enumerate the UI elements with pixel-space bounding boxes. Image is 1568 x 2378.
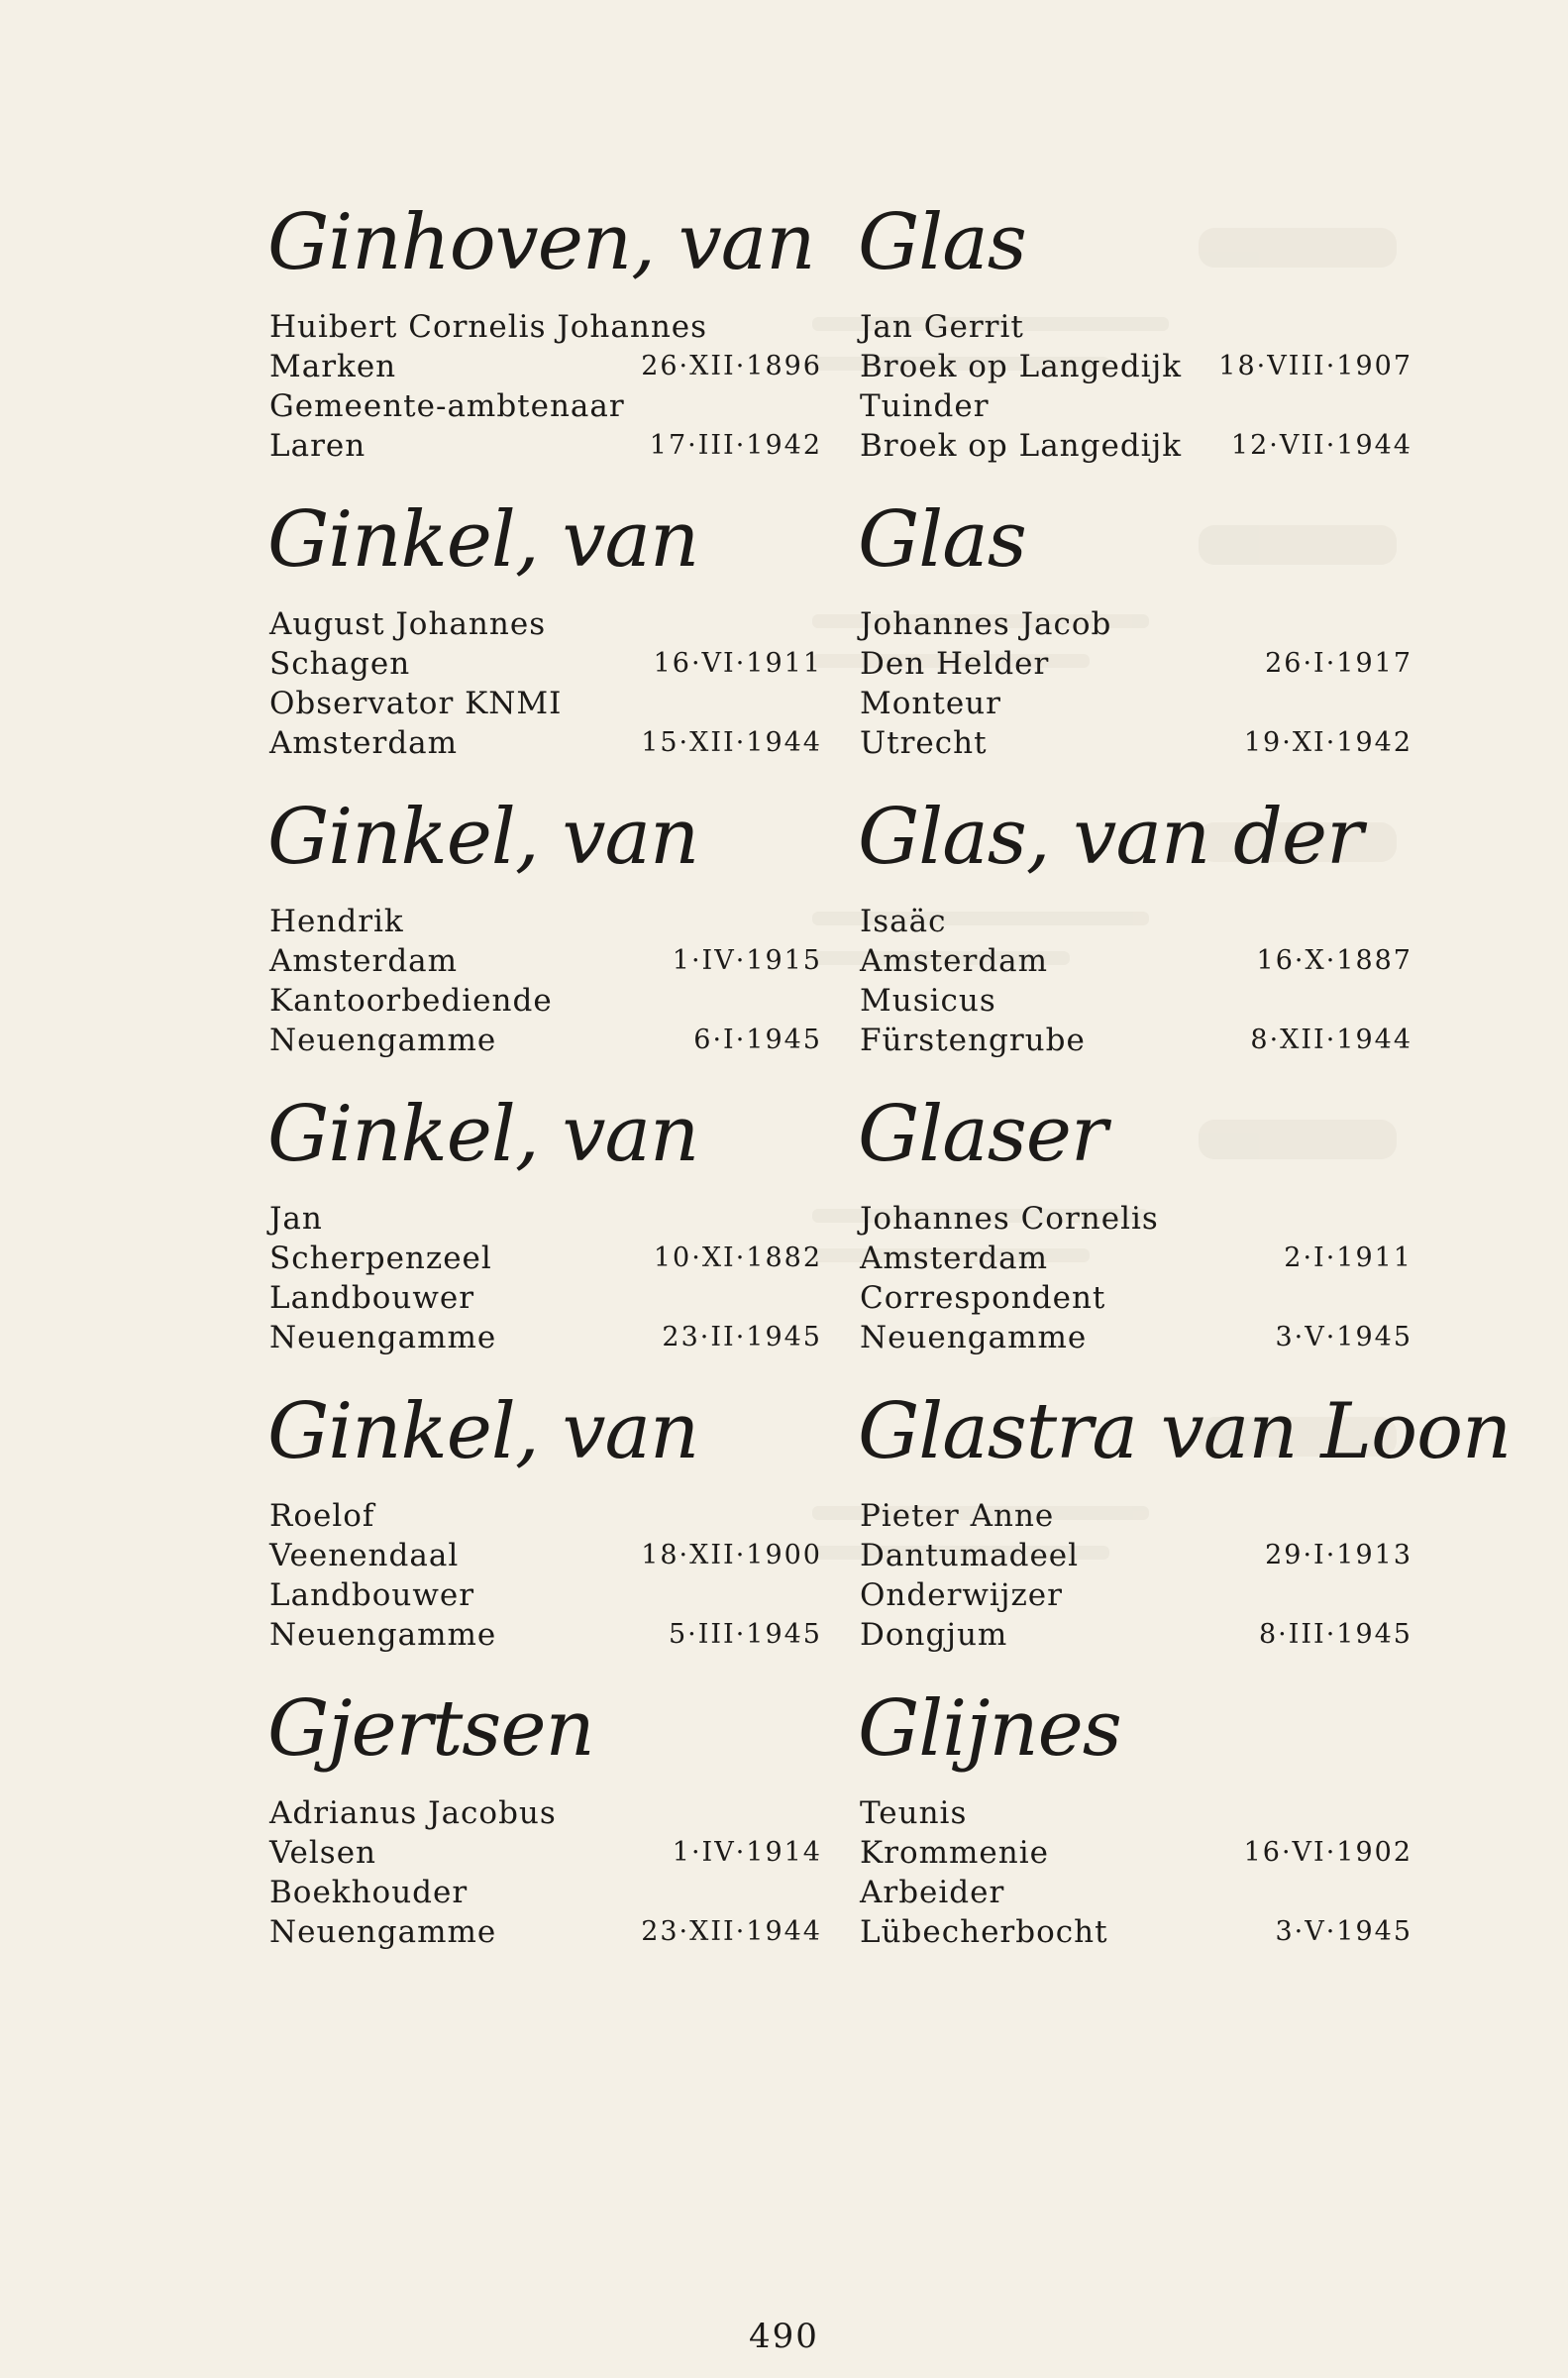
death-place: Neuengamme: [269, 1320, 497, 1355]
entry: [267, 495, 822, 763]
given-names-line: [267, 1199, 822, 1239]
given-names: August Johannes: [269, 606, 547, 642]
surname: Glas: [858, 495, 1026, 585]
occupation: Landbouwer: [269, 1280, 475, 1316]
given-names-line: [858, 604, 1412, 644]
given-names-line: [858, 1199, 1412, 1239]
birthplace: Amsterdam: [860, 943, 1049, 979]
birth-line: [858, 1833, 1412, 1873]
occupation-line: [267, 1873, 822, 1912]
occupation-line: [858, 1278, 1412, 1318]
birth-line: [858, 1239, 1412, 1278]
given-names: Jan Gerrit: [860, 309, 1024, 345]
birth-line: [267, 1833, 822, 1873]
birth-date: 10·XI·1882: [653, 1243, 822, 1273]
death-place: Neuengamme: [269, 1023, 497, 1058]
birth-line: [858, 1536, 1412, 1575]
occupation: Monteur: [860, 686, 1001, 721]
birth-line: [267, 347, 822, 386]
occupation: Boekhouder: [269, 1875, 469, 1910]
birthplace: Amsterdam: [860, 1241, 1049, 1276]
occupation: Gemeente-ambtenaar: [269, 388, 625, 424]
surname: Ginkel, van: [267, 1090, 699, 1179]
given-names-line: [267, 604, 822, 644]
birthplace: Broek op Langedijk: [860, 349, 1182, 384]
given-names: Hendrik: [269, 904, 404, 939]
given-names-line: [267, 902, 822, 941]
given-names-line: [858, 1793, 1412, 1833]
given-names: Isaäc: [860, 904, 947, 939]
birth-line: [858, 941, 1412, 981]
death-line: [267, 1615, 822, 1655]
death-date: 6·I·1945: [693, 1025, 822, 1055]
occupation-line: [858, 981, 1412, 1021]
birth-date: 29·I·1913: [1265, 1540, 1412, 1570]
death-line: [267, 723, 822, 763]
birthplace: Veenendaal: [269, 1538, 460, 1573]
birth-date: 1·IV·1915: [672, 945, 822, 976]
death-place: Fürstengrube: [860, 1023, 1086, 1058]
death-line: [267, 1318, 822, 1357]
occupation-line: [858, 1575, 1412, 1615]
birth-date: 16·VI·1911: [653, 648, 822, 679]
death-date: 3·V·1945: [1275, 1322, 1412, 1352]
occupation: Onderwijzer: [860, 1577, 1063, 1613]
surname: Ginkel, van: [267, 1387, 699, 1476]
entry: [858, 1387, 1512, 1655]
occupation-line: [858, 1873, 1412, 1912]
birthplace: Scherpenzeel: [269, 1241, 492, 1276]
death-line: [858, 1021, 1412, 1060]
death-line: [858, 1615, 1412, 1655]
death-date: 15·XII·1944: [641, 727, 822, 758]
death-date: 8·III·1945: [1258, 1619, 1412, 1650]
occupation-line: [267, 684, 822, 723]
entry: [858, 793, 1412, 1060]
death-place: Neuengamme: [860, 1320, 1088, 1355]
birth-date: 16·VI·1902: [1243, 1837, 1412, 1868]
given-names-line: [267, 1793, 822, 1833]
given-names: Jan: [269, 1201, 323, 1237]
death-line: [858, 426, 1412, 466]
death-place: Lübecherbocht: [860, 1914, 1108, 1950]
death-line: [858, 723, 1412, 763]
occupation: Kantoorbediende: [269, 983, 553, 1019]
entry: [858, 495, 1412, 763]
birthplace: Marken: [269, 349, 397, 384]
occupation-line: [858, 684, 1412, 723]
surname: Glas: [858, 198, 1026, 287]
death-line: [267, 1912, 822, 1952]
birthplace: Schagen: [269, 646, 411, 682]
occupation: Arbeider: [860, 1875, 1005, 1910]
given-names: Roelof: [269, 1498, 375, 1534]
death-place: Utrecht: [860, 725, 988, 761]
entry: [267, 1387, 822, 1655]
death-place: Dongjum: [860, 1617, 1008, 1653]
birthplace: Amsterdam: [269, 943, 459, 979]
death-date: 8·XII·1944: [1250, 1025, 1412, 1055]
given-names-line: [267, 307, 822, 347]
surname: Glijnes: [858, 1684, 1121, 1774]
birth-line: [858, 347, 1412, 386]
surname: Ginhoven, van: [267, 198, 815, 287]
surname: Glaser: [858, 1090, 1107, 1179]
occupation-line: [267, 1575, 822, 1615]
death-line: [267, 426, 822, 466]
surname: Ginkel, van: [267, 495, 699, 585]
surname: Glas, van der: [858, 793, 1363, 882]
surname: Ginkel, van: [267, 793, 699, 882]
given-names-line: [858, 307, 1412, 347]
death-date: 17·III·1942: [649, 430, 822, 461]
death-place: Broek op Langedijk: [860, 428, 1182, 464]
birth-line: [267, 1536, 822, 1575]
birth-date: 1·IV·1914: [672, 1837, 822, 1868]
birthplace: Velsen: [269, 1835, 377, 1871]
given-names: Huibert Cornelis Johannes: [269, 309, 708, 345]
entry: [858, 198, 1412, 466]
birth-date: 18·XII·1900: [641, 1540, 822, 1570]
entry: [267, 1090, 822, 1357]
death-place: Neuengamme: [269, 1914, 497, 1950]
page-number: 490: [749, 2317, 819, 2356]
birth-date: 2·I·1911: [1284, 1243, 1412, 1273]
death-date: 3·V·1945: [1275, 1916, 1412, 1947]
birth-line: [267, 941, 822, 981]
death-line: [858, 1318, 1412, 1357]
surname: Glastra van Loon: [858, 1387, 1512, 1476]
given-names: Johannes Cornelis: [860, 1201, 1159, 1237]
occupation-line: [267, 981, 822, 1021]
occupation-line: [858, 386, 1412, 426]
birthplace: Krommenie: [860, 1835, 1050, 1871]
given-names: Teunis: [860, 1795, 968, 1831]
occupation: Correspondent: [860, 1280, 1106, 1316]
death-place: Neuengamme: [269, 1617, 497, 1653]
entry: [267, 793, 822, 1060]
death-place: Laren: [269, 428, 366, 464]
birth-date: 26·XII·1896: [641, 351, 822, 381]
death-date: 23·XII·1944: [641, 1916, 822, 1947]
given-names: Pieter Anne: [860, 1498, 1055, 1534]
given-names-line: [858, 902, 1412, 941]
death-line: [267, 1021, 822, 1060]
occupation: Observator KNMI: [269, 686, 563, 721]
given-names-line: [858, 1496, 1412, 1536]
entry: [267, 1684, 822, 1952]
occupation-line: [267, 1278, 822, 1318]
death-date: 5·III·1945: [668, 1619, 822, 1650]
birthplace: Dantumadeel: [860, 1538, 1080, 1573]
surname: Gjertsen: [267, 1684, 594, 1774]
given-names: Adrianus Jacobus: [269, 1795, 557, 1831]
occupation: Tuinder: [860, 388, 990, 424]
entry: [267, 198, 822, 466]
birth-date: 16·X·1887: [1256, 945, 1412, 976]
entry: [858, 1684, 1412, 1952]
birth-line: [267, 644, 822, 684]
death-place: Amsterdam: [269, 725, 459, 761]
birth-line: [858, 644, 1412, 684]
death-date: 12·VII·1944: [1230, 430, 1412, 461]
birth-line: [267, 1239, 822, 1278]
occupation: Landbouwer: [269, 1577, 475, 1613]
entry: [858, 1090, 1412, 1357]
given-names-line: [267, 1496, 822, 1536]
birth-date: 18·VIII·1907: [1218, 351, 1412, 381]
birthplace: Den Helder: [860, 646, 1050, 682]
occupation-line: [267, 386, 822, 426]
death-date: 19·XI·1942: [1243, 727, 1412, 758]
given-names: Johannes Jacob: [860, 606, 1112, 642]
death-date: 23·II·1945: [662, 1322, 822, 1352]
occupation: Musicus: [860, 983, 996, 1019]
death-line: [858, 1912, 1412, 1952]
birth-date: 26·I·1917: [1265, 648, 1412, 679]
